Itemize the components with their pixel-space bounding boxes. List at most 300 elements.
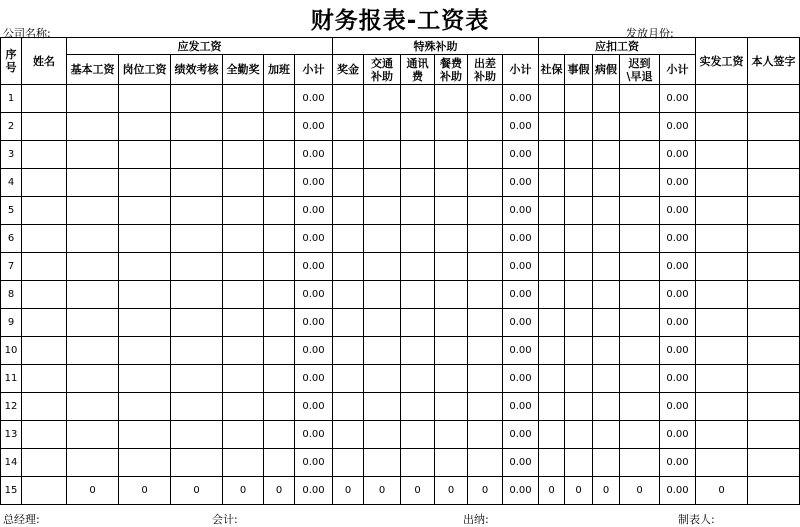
travel-allowance-cell[interactable]	[468, 85, 503, 113]
signature-cell[interactable]	[748, 365, 800, 393]
personal-leave-cell[interactable]	[565, 197, 593, 225]
late-early-cell[interactable]	[620, 85, 660, 113]
deduct-subtotal-cell[interactable]: 0.00	[660, 169, 696, 197]
performance-cell[interactable]	[171, 253, 223, 281]
sick-leave-cell[interactable]	[593, 309, 620, 337]
deduct-subtotal-cell[interactable]: 0.00	[660, 141, 696, 169]
name-cell[interactable]	[22, 169, 67, 197]
deduct-subtotal-cell[interactable]: 0.00	[660, 253, 696, 281]
name-cell[interactable]	[22, 141, 67, 169]
late-early-cell[interactable]	[620, 141, 660, 169]
signature-cell[interactable]	[748, 253, 800, 281]
payable-subtotal-cell[interactable]: 0.00	[295, 225, 333, 253]
position-salary-cell[interactable]	[119, 393, 171, 421]
transport-allowance-cell[interactable]	[364, 393, 401, 421]
sick-leave-cell[interactable]	[593, 113, 620, 141]
position-salary-cell[interactable]	[119, 141, 171, 169]
performance-cell[interactable]	[171, 225, 223, 253]
payable-subtotal-cell[interactable]: 0.00	[295, 449, 333, 477]
phone-fee-cell[interactable]	[401, 225, 435, 253]
name-cell[interactable]	[22, 477, 67, 505]
phone-fee-cell[interactable]	[401, 309, 435, 337]
net-pay-cell[interactable]	[696, 141, 748, 169]
overtime-cell[interactable]	[264, 225, 295, 253]
social-insurance-cell[interactable]	[539, 281, 565, 309]
late-early-cell[interactable]	[620, 281, 660, 309]
payable-subtotal-cell[interactable]: 0.00	[295, 393, 333, 421]
personal-leave-cell[interactable]	[565, 365, 593, 393]
deduct-subtotal-cell[interactable]: 0.00	[660, 449, 696, 477]
bonus-cell[interactable]	[333, 113, 364, 141]
performance-cell[interactable]	[171, 337, 223, 365]
special-subtotal-cell[interactable]: 0.00	[503, 449, 539, 477]
sick-leave-cell[interactable]	[593, 421, 620, 449]
late-early-cell[interactable]	[620, 449, 660, 477]
basic-salary-cell[interactable]: 0	[67, 477, 119, 505]
meal-allowance-cell[interactable]	[435, 141, 468, 169]
sick-leave-cell[interactable]	[593, 253, 620, 281]
sick-leave-cell[interactable]	[593, 337, 620, 365]
special-subtotal-cell[interactable]: 0.00	[503, 337, 539, 365]
late-early-cell[interactable]	[620, 197, 660, 225]
special-subtotal-cell[interactable]: 0.00	[503, 365, 539, 393]
transport-allowance-cell[interactable]	[364, 309, 401, 337]
signature-cell[interactable]	[748, 477, 800, 505]
name-cell[interactable]	[22, 225, 67, 253]
meal-allowance-cell[interactable]	[435, 449, 468, 477]
name-cell[interactable]	[22, 281, 67, 309]
performance-cell[interactable]	[171, 85, 223, 113]
position-salary-cell[interactable]	[119, 281, 171, 309]
bonus-cell[interactable]	[333, 337, 364, 365]
deduct-subtotal-cell[interactable]: 0.00	[660, 309, 696, 337]
special-subtotal-cell[interactable]: 0.00	[503, 169, 539, 197]
social-insurance-cell[interactable]	[539, 141, 565, 169]
basic-salary-cell[interactable]	[67, 141, 119, 169]
transport-allowance-cell[interactable]	[364, 169, 401, 197]
travel-allowance-cell[interactable]	[468, 141, 503, 169]
special-subtotal-cell[interactable]: 0.00	[503, 197, 539, 225]
travel-allowance-cell[interactable]	[468, 421, 503, 449]
attendance-bonus-cell[interactable]	[223, 253, 264, 281]
signature-cell[interactable]	[748, 169, 800, 197]
phone-fee-cell[interactable]	[401, 281, 435, 309]
transport-allowance-cell[interactable]	[364, 225, 401, 253]
meal-allowance-cell[interactable]	[435, 421, 468, 449]
social-insurance-cell[interactable]	[539, 253, 565, 281]
name-cell[interactable]	[22, 197, 67, 225]
net-pay-cell[interactable]: 0	[696, 477, 748, 505]
overtime-cell[interactable]	[264, 253, 295, 281]
sick-leave-cell[interactable]	[593, 141, 620, 169]
attendance-bonus-cell[interactable]	[223, 449, 264, 477]
deduct-subtotal-cell[interactable]: 0.00	[660, 421, 696, 449]
transport-allowance-cell[interactable]	[364, 197, 401, 225]
deduct-subtotal-cell[interactable]: 0.00	[660, 85, 696, 113]
net-pay-cell[interactable]	[696, 197, 748, 225]
special-subtotal-cell[interactable]: 0.00	[503, 477, 539, 505]
personal-leave-cell[interactable]	[565, 421, 593, 449]
travel-allowance-cell[interactable]	[468, 449, 503, 477]
position-salary-cell[interactable]	[119, 421, 171, 449]
social-insurance-cell[interactable]	[539, 113, 565, 141]
sick-leave-cell[interactable]	[593, 449, 620, 477]
late-early-cell[interactable]	[620, 337, 660, 365]
travel-allowance-cell[interactable]	[468, 113, 503, 141]
personal-leave-cell[interactable]	[565, 393, 593, 421]
net-pay-cell[interactable]	[696, 449, 748, 477]
signature-cell[interactable]	[748, 309, 800, 337]
basic-salary-cell[interactable]	[67, 197, 119, 225]
transport-allowance-cell[interactable]	[364, 141, 401, 169]
social-insurance-cell[interactable]	[539, 197, 565, 225]
special-subtotal-cell[interactable]: 0.00	[503, 85, 539, 113]
sick-leave-cell[interactable]	[593, 85, 620, 113]
deduct-subtotal-cell[interactable]: 0.00	[660, 113, 696, 141]
net-pay-cell[interactable]	[696, 365, 748, 393]
position-salary-cell[interactable]	[119, 309, 171, 337]
travel-allowance-cell[interactable]	[468, 393, 503, 421]
transport-allowance-cell[interactable]: 0	[364, 477, 401, 505]
social-insurance-cell[interactable]	[539, 309, 565, 337]
net-pay-cell[interactable]	[696, 337, 748, 365]
late-early-cell[interactable]: 0	[620, 477, 660, 505]
special-subtotal-cell[interactable]: 0.00	[503, 309, 539, 337]
net-pay-cell[interactable]	[696, 85, 748, 113]
phone-fee-cell[interactable]	[401, 197, 435, 225]
phone-fee-cell[interactable]	[401, 337, 435, 365]
bonus-cell[interactable]	[333, 85, 364, 113]
phone-fee-cell[interactable]	[401, 113, 435, 141]
performance-cell[interactable]	[171, 365, 223, 393]
personal-leave-cell[interactable]	[565, 253, 593, 281]
bonus-cell[interactable]	[333, 421, 364, 449]
payable-subtotal-cell[interactable]: 0.00	[295, 85, 333, 113]
late-early-cell[interactable]	[620, 253, 660, 281]
payable-subtotal-cell[interactable]: 0.00	[295, 169, 333, 197]
basic-salary-cell[interactable]	[67, 113, 119, 141]
payable-subtotal-cell[interactable]: 0.00	[295, 281, 333, 309]
overtime-cell[interactable]	[264, 113, 295, 141]
travel-allowance-cell[interactable]	[468, 281, 503, 309]
attendance-bonus-cell[interactable]: 0	[223, 477, 264, 505]
performance-cell[interactable]	[171, 393, 223, 421]
net-pay-cell[interactable]	[696, 421, 748, 449]
travel-allowance-cell[interactable]	[468, 253, 503, 281]
performance-cell[interactable]: 0	[171, 477, 223, 505]
bonus-cell[interactable]	[333, 281, 364, 309]
social-insurance-cell[interactable]	[539, 225, 565, 253]
payable-subtotal-cell[interactable]: 0.00	[295, 141, 333, 169]
basic-salary-cell[interactable]	[67, 449, 119, 477]
overtime-cell[interactable]	[264, 337, 295, 365]
basic-salary-cell[interactable]	[67, 309, 119, 337]
overtime-cell[interactable]	[264, 85, 295, 113]
bonus-cell[interactable]	[333, 365, 364, 393]
late-early-cell[interactable]	[620, 169, 660, 197]
payable-subtotal-cell[interactable]: 0.00	[295, 197, 333, 225]
payable-subtotal-cell[interactable]: 0.00	[295, 421, 333, 449]
attendance-bonus-cell[interactable]	[223, 421, 264, 449]
attendance-bonus-cell[interactable]	[223, 169, 264, 197]
meal-allowance-cell[interactable]	[435, 169, 468, 197]
meal-allowance-cell[interactable]	[435, 197, 468, 225]
late-early-cell[interactable]	[620, 421, 660, 449]
meal-allowance-cell[interactable]	[435, 113, 468, 141]
personal-leave-cell[interactable]	[565, 141, 593, 169]
attendance-bonus-cell[interactable]	[223, 225, 264, 253]
meal-allowance-cell[interactable]	[435, 365, 468, 393]
transport-allowance-cell[interactable]	[364, 337, 401, 365]
position-salary-cell[interactable]: 0	[119, 477, 171, 505]
deduct-subtotal-cell[interactable]: 0.00	[660, 197, 696, 225]
performance-cell[interactable]	[171, 309, 223, 337]
deduct-subtotal-cell[interactable]: 0.00	[660, 477, 696, 505]
overtime-cell[interactable]	[264, 309, 295, 337]
bonus-cell[interactable]	[333, 169, 364, 197]
personal-leave-cell[interactable]	[565, 225, 593, 253]
overtime-cell[interactable]	[264, 281, 295, 309]
signature-cell[interactable]	[748, 197, 800, 225]
name-cell[interactable]	[22, 449, 67, 477]
sick-leave-cell[interactable]	[593, 281, 620, 309]
basic-salary-cell[interactable]	[67, 85, 119, 113]
personal-leave-cell[interactable]	[565, 337, 593, 365]
attendance-bonus-cell[interactable]	[223, 85, 264, 113]
basic-salary-cell[interactable]	[67, 253, 119, 281]
overtime-cell[interactable]	[264, 449, 295, 477]
attendance-bonus-cell[interactable]	[223, 113, 264, 141]
meal-allowance-cell[interactable]	[435, 337, 468, 365]
overtime-cell[interactable]: 0	[264, 477, 295, 505]
overtime-cell[interactable]	[264, 393, 295, 421]
personal-leave-cell[interactable]	[565, 309, 593, 337]
transport-allowance-cell[interactable]	[364, 253, 401, 281]
basic-salary-cell[interactable]	[67, 225, 119, 253]
signature-cell[interactable]	[748, 337, 800, 365]
name-cell[interactable]	[22, 253, 67, 281]
transport-allowance-cell[interactable]	[364, 113, 401, 141]
bonus-cell[interactable]	[333, 449, 364, 477]
meal-allowance-cell[interactable]	[435, 85, 468, 113]
personal-leave-cell[interactable]	[565, 169, 593, 197]
transport-allowance-cell[interactable]	[364, 85, 401, 113]
basic-salary-cell[interactable]	[67, 421, 119, 449]
personal-leave-cell[interactable]: 0	[565, 477, 593, 505]
net-pay-cell[interactable]	[696, 393, 748, 421]
performance-cell[interactable]	[171, 449, 223, 477]
social-insurance-cell[interactable]	[539, 421, 565, 449]
signature-cell[interactable]	[748, 141, 800, 169]
social-insurance-cell[interactable]: 0	[539, 477, 565, 505]
performance-cell[interactable]	[171, 169, 223, 197]
deduct-subtotal-cell[interactable]: 0.00	[660, 337, 696, 365]
net-pay-cell[interactable]	[696, 253, 748, 281]
attendance-bonus-cell[interactable]	[223, 197, 264, 225]
overtime-cell[interactable]	[264, 365, 295, 393]
special-subtotal-cell[interactable]: 0.00	[503, 393, 539, 421]
travel-allowance-cell[interactable]	[468, 197, 503, 225]
position-salary-cell[interactable]	[119, 197, 171, 225]
meal-allowance-cell[interactable]	[435, 253, 468, 281]
sick-leave-cell[interactable]	[593, 365, 620, 393]
signature-cell[interactable]	[748, 85, 800, 113]
travel-allowance-cell[interactable]	[468, 337, 503, 365]
bonus-cell[interactable]	[333, 225, 364, 253]
basic-salary-cell[interactable]	[67, 337, 119, 365]
overtime-cell[interactable]	[264, 421, 295, 449]
name-cell[interactable]	[22, 393, 67, 421]
name-cell[interactable]	[22, 421, 67, 449]
name-cell[interactable]	[22, 309, 67, 337]
phone-fee-cell[interactable]	[401, 85, 435, 113]
attendance-bonus-cell[interactable]	[223, 365, 264, 393]
phone-fee-cell[interactable]	[401, 253, 435, 281]
position-salary-cell[interactable]	[119, 225, 171, 253]
performance-cell[interactable]	[171, 197, 223, 225]
signature-cell[interactable]	[748, 225, 800, 253]
deduct-subtotal-cell[interactable]: 0.00	[660, 281, 696, 309]
signature-cell[interactable]	[748, 113, 800, 141]
basic-salary-cell[interactable]	[67, 281, 119, 309]
social-insurance-cell[interactable]	[539, 169, 565, 197]
overtime-cell[interactable]	[264, 197, 295, 225]
special-subtotal-cell[interactable]: 0.00	[503, 421, 539, 449]
bonus-cell[interactable]	[333, 393, 364, 421]
personal-leave-cell[interactable]	[565, 113, 593, 141]
signature-cell[interactable]	[748, 393, 800, 421]
sick-leave-cell[interactable]: 0	[593, 477, 620, 505]
social-insurance-cell[interactable]	[539, 85, 565, 113]
meal-allowance-cell[interactable]	[435, 393, 468, 421]
deduct-subtotal-cell[interactable]: 0.00	[660, 225, 696, 253]
position-salary-cell[interactable]	[119, 85, 171, 113]
phone-fee-cell[interactable]	[401, 393, 435, 421]
position-salary-cell[interactable]	[119, 449, 171, 477]
position-salary-cell[interactable]	[119, 253, 171, 281]
late-early-cell[interactable]	[620, 393, 660, 421]
attendance-bonus-cell[interactable]	[223, 337, 264, 365]
sick-leave-cell[interactable]	[593, 393, 620, 421]
name-cell[interactable]	[22, 337, 67, 365]
social-insurance-cell[interactable]	[539, 365, 565, 393]
basic-salary-cell[interactable]	[67, 169, 119, 197]
bonus-cell[interactable]	[333, 309, 364, 337]
bonus-cell[interactable]	[333, 253, 364, 281]
personal-leave-cell[interactable]	[565, 281, 593, 309]
travel-allowance-cell[interactable]	[468, 365, 503, 393]
bonus-cell[interactable]	[333, 141, 364, 169]
net-pay-cell[interactable]	[696, 281, 748, 309]
name-cell[interactable]	[22, 85, 67, 113]
overtime-cell[interactable]	[264, 169, 295, 197]
meal-allowance-cell[interactable]	[435, 281, 468, 309]
sick-leave-cell[interactable]	[593, 197, 620, 225]
signature-cell[interactable]	[748, 449, 800, 477]
deduct-subtotal-cell[interactable]: 0.00	[660, 365, 696, 393]
name-cell[interactable]	[22, 365, 67, 393]
travel-allowance-cell[interactable]	[468, 225, 503, 253]
performance-cell[interactable]	[171, 421, 223, 449]
basic-salary-cell[interactable]	[67, 365, 119, 393]
phone-fee-cell[interactable]	[401, 449, 435, 477]
attendance-bonus-cell[interactable]	[223, 141, 264, 169]
late-early-cell[interactable]	[620, 309, 660, 337]
payable-subtotal-cell[interactable]: 0.00	[295, 253, 333, 281]
phone-fee-cell[interactable]	[401, 421, 435, 449]
attendance-bonus-cell[interactable]	[223, 309, 264, 337]
social-insurance-cell[interactable]	[539, 337, 565, 365]
payable-subtotal-cell[interactable]: 0.00	[295, 337, 333, 365]
special-subtotal-cell[interactable]: 0.00	[503, 253, 539, 281]
travel-allowance-cell[interactable]: 0	[468, 477, 503, 505]
basic-salary-cell[interactable]	[67, 393, 119, 421]
overtime-cell[interactable]	[264, 141, 295, 169]
performance-cell[interactable]	[171, 281, 223, 309]
deduct-subtotal-cell[interactable]: 0.00	[660, 393, 696, 421]
social-insurance-cell[interactable]	[539, 449, 565, 477]
personal-leave-cell[interactable]	[565, 449, 593, 477]
payable-subtotal-cell[interactable]: 0.00	[295, 477, 333, 505]
special-subtotal-cell[interactable]: 0.00	[503, 225, 539, 253]
payable-subtotal-cell[interactable]: 0.00	[295, 309, 333, 337]
transport-allowance-cell[interactable]	[364, 421, 401, 449]
special-subtotal-cell[interactable]: 0.00	[503, 281, 539, 309]
social-insurance-cell[interactable]	[539, 393, 565, 421]
name-cell[interactable]	[22, 113, 67, 141]
position-salary-cell[interactable]	[119, 337, 171, 365]
late-early-cell[interactable]	[620, 365, 660, 393]
late-early-cell[interactable]	[620, 225, 660, 253]
sick-leave-cell[interactable]	[593, 225, 620, 253]
position-salary-cell[interactable]	[119, 113, 171, 141]
signature-cell[interactable]	[748, 421, 800, 449]
transport-allowance-cell[interactable]	[364, 449, 401, 477]
performance-cell[interactable]	[171, 141, 223, 169]
phone-fee-cell[interactable]	[401, 365, 435, 393]
phone-fee-cell[interactable]: 0	[401, 477, 435, 505]
net-pay-cell[interactable]	[696, 309, 748, 337]
phone-fee-cell[interactable]	[401, 141, 435, 169]
position-salary-cell[interactable]	[119, 169, 171, 197]
special-subtotal-cell[interactable]: 0.00	[503, 113, 539, 141]
net-pay-cell[interactable]	[696, 113, 748, 141]
meal-allowance-cell[interactable]	[435, 309, 468, 337]
payable-subtotal-cell[interactable]: 0.00	[295, 365, 333, 393]
bonus-cell[interactable]	[333, 197, 364, 225]
special-subtotal-cell[interactable]: 0.00	[503, 141, 539, 169]
travel-allowance-cell[interactable]	[468, 309, 503, 337]
performance-cell[interactable]	[171, 113, 223, 141]
travel-allowance-cell[interactable]	[468, 169, 503, 197]
meal-allowance-cell[interactable]	[435, 225, 468, 253]
payable-subtotal-cell[interactable]: 0.00	[295, 113, 333, 141]
meal-allowance-cell[interactable]: 0	[435, 477, 468, 505]
attendance-bonus-cell[interactable]	[223, 281, 264, 309]
position-salary-cell[interactable]	[119, 365, 171, 393]
attendance-bonus-cell[interactable]	[223, 393, 264, 421]
phone-fee-cell[interactable]	[401, 169, 435, 197]
bonus-cell[interactable]: 0	[333, 477, 364, 505]
transport-allowance-cell[interactable]	[364, 281, 401, 309]
sick-leave-cell[interactable]	[593, 169, 620, 197]
signature-cell[interactable]	[748, 281, 800, 309]
net-pay-cell[interactable]	[696, 169, 748, 197]
late-early-cell[interactable]	[620, 113, 660, 141]
transport-allowance-cell[interactable]	[364, 365, 401, 393]
personal-leave-cell[interactable]	[565, 85, 593, 113]
net-pay-cell[interactable]	[696, 225, 748, 253]
